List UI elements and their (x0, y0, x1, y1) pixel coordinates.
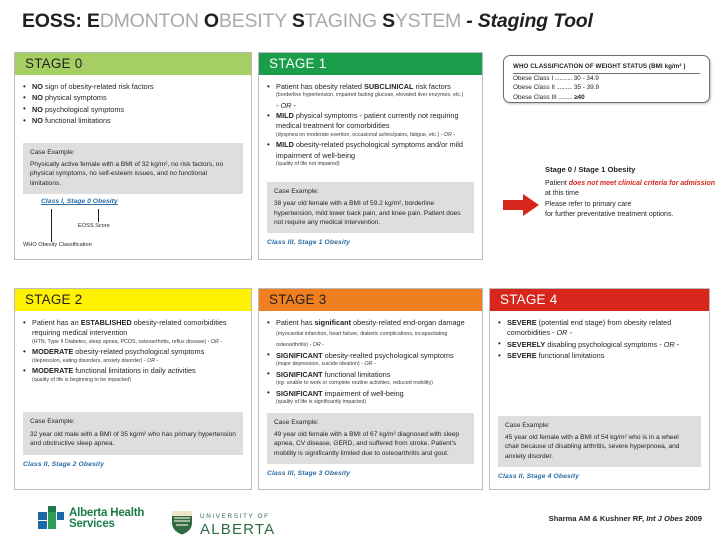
list-item (498, 318, 701, 339)
criterion-text: Patient has obesity related (276, 82, 365, 91)
criterion-keyword: SIGNIFICANT (276, 369, 323, 379)
criterion-keyword: MODERATE (32, 347, 74, 357)
stage-3-classification: Class III, Stage 3 Obesity (267, 470, 351, 478)
case-label: Case Example: (30, 148, 75, 156)
stage-card-2[interactable] (14, 288, 252, 490)
title-seg-1: DMONTON (99, 10, 204, 32)
criterion-keyword: SIGNIFICANT (276, 388, 323, 398)
criterion-text: obesity-related psychological symptoms (73, 347, 205, 357)
stage-2-classification: Class II, Stage 2 Obesity (23, 460, 105, 468)
advisory-line3: for further preventative treatment options. (545, 211, 674, 219)
criterion-detail (276, 361, 474, 369)
list-item (498, 351, 701, 361)
advisory-panel (545, 165, 720, 221)
citation-year: 2009 (682, 514, 702, 523)
criterion-detail: (quality of life is beginning to be impacted) (32, 376, 131, 383)
criterion-keyword: SEVERELY (507, 339, 546, 349)
criterion-text: functional limitations (322, 369, 391, 379)
footer (0, 500, 720, 540)
criterion-keyword: MODERATE (32, 366, 74, 376)
stage-4-criteria-list (498, 318, 701, 362)
eoss-score-label: EOSS Score (78, 223, 110, 230)
criterion-keyword: significant (314, 318, 352, 327)
criterion-keyword: NO (32, 93, 43, 103)
advisory-line1-post: at this time (545, 190, 579, 198)
stage-0-body (15, 75, 251, 256)
criterion-keyword: SUBCLINICAL (364, 82, 414, 91)
stage-0-annotation (23, 198, 243, 252)
case-label: Case Example: (274, 187, 319, 195)
criterion-keyword: MILD (276, 111, 294, 120)
criterion-text: (potential end stage) from obesity related comorbidities (507, 318, 672, 338)
criterion-text: Patient has (276, 318, 315, 327)
who-row-value: ≥40 (574, 93, 585, 101)
list-item (23, 366, 243, 384)
criterion-keyword: NO (32, 82, 43, 91)
criterion-detail: (borderline hypertension, impaired fasting glucose, elevated liver enzymes, etc.) (276, 92, 464, 99)
criterion-detail: (quality of life not impaired) (276, 161, 340, 168)
stage-3-body (259, 311, 482, 481)
stage-2-header: STAGE 2 (15, 289, 251, 311)
or-inline: - OR - (206, 338, 223, 345)
title-seg-3: BESITY (218, 10, 292, 32)
stage-4-case-example (498, 416, 701, 468)
table-row (513, 74, 700, 83)
stage-1-header: STAGE 1 (259, 53, 482, 75)
criterion-detail (32, 358, 243, 366)
case-label: Case Example: (30, 418, 75, 426)
who-row-label: Obese Class II (513, 84, 555, 92)
who-row-dots: .......... (554, 84, 574, 92)
leader-line-eoss (98, 209, 99, 222)
or-inline: - OR - (308, 342, 324, 348)
ua-logo-text (200, 506, 275, 538)
who-row-value: 35 - 39.9 (573, 84, 600, 92)
criterion-text: obesity-realted psychological symptoms (322, 350, 454, 360)
title-seg-8: - Staging Tool (466, 10, 593, 32)
or-inline: - OR - (359, 361, 376, 367)
case-text: 38 year old female with a BMI of 59.2 kg/m², borderline hypertension, mild lower back pain, and knee pain. Patient does not require any medical intervention. (274, 200, 461, 227)
criterion-detail (276, 331, 447, 348)
who-row-label: Obese Class III (513, 93, 557, 101)
citation-journal: Int J Obes (646, 514, 683, 523)
criterion-text: functional limitations (42, 116, 111, 126)
stage-0-header: STAGE 0 (15, 53, 251, 75)
stage-1-classification: Class III, Stage 1 Obesity (267, 239, 351, 247)
leader-line-who (51, 209, 52, 242)
list-item (23, 347, 243, 365)
who-title-bmi: BMI (651, 63, 663, 70)
stage-4-header: STAGE 4 (490, 289, 709, 311)
list-item (23, 93, 243, 103)
who-box-title (513, 63, 700, 74)
criterion-keyword: MILD (276, 140, 294, 150)
page-title (22, 10, 702, 38)
criterion-keyword: SIGNIFICANT (276, 350, 323, 360)
list-item (23, 318, 243, 346)
stage-3-case-example (267, 413, 474, 465)
list-item (498, 340, 701, 350)
who-title-main: WHO CLASSIFICATION OF WEIGHT STATUS ( (513, 63, 652, 70)
criterion-keyword: NO (32, 104, 43, 114)
or-inline: - OR - (142, 357, 159, 364)
criterion-detail-text: (dyspnea on moderate exertion, occasional aches/pains, fatigue, etc.) (276, 131, 440, 138)
citation (549, 514, 702, 523)
list-item (267, 111, 474, 139)
criterion-text: functional limitations in daily activities (73, 366, 196, 376)
criterion-tail: risk factors (413, 82, 451, 91)
criterion-detail-text: (HTN, Type II Diabetes, sleep apnea, PCOS, osteoarthritis, reflux disease) (32, 338, 207, 345)
criterion-detail-text: (major depression, suicide ideation) (276, 361, 360, 367)
who-row-label: Obese Class I (513, 75, 554, 82)
who-row-dots: ........... (553, 75, 574, 82)
list-item (267, 351, 474, 369)
stage-1-case-example (267, 182, 474, 234)
ua-line-2: ALBERTA (200, 521, 276, 538)
criterion-text: disabling psychological symptoms (545, 339, 658, 349)
stage-card-0[interactable] (14, 52, 252, 260)
criterion-detail-text: (myocardial infarction, heart failure, diabetic complications, incapacitating osteoarthritis) (276, 331, 448, 348)
list-item (23, 105, 243, 115)
who-row-value: 30 - 34.9 (573, 75, 599, 82)
or-separator: - OR - (276, 101, 296, 110)
criterion-text: impairment of well-being (322, 388, 404, 398)
case-label: Case Example: (505, 421, 550, 429)
criterion-text: physical symptoms - patient currently not requiring medical treatment for comorbidities (276, 111, 459, 131)
stage-2-case-example (23, 412, 243, 454)
title-seg-2: O (203, 10, 219, 32)
stage-3-header: STAGE 3 (259, 289, 482, 311)
stage-card-1[interactable] (258, 52, 483, 260)
who-title-tail: kg/m² ) (662, 63, 686, 70)
list-item (267, 389, 474, 407)
criterion-text: sign of obesity-related risk factors (42, 82, 154, 91)
citation-authors: Sharma AM & Kushner RF, (548, 514, 647, 523)
stage-card-3[interactable] (258, 288, 483, 490)
criterion-keyword: NO (32, 116, 43, 126)
or-inline: - OR - (657, 339, 680, 349)
ua-line-1: UNIVERSITY OF (200, 513, 270, 520)
criterion-text: functional limitations (536, 351, 605, 361)
or-inline: - OR - (550, 328, 572, 338)
criterion-detail-text: (depression, eating disorders, anxiety disorder) (32, 357, 143, 364)
case-text: Physically active female with a BMI of 32 kg/m², no risk factors, no physical symptoms, no self-esteem issues, and no functional limitations. (30, 161, 224, 187)
criterion-detail: (quality of life is significantly impacted) (276, 399, 367, 405)
criterion-keyword: SEVERE (507, 351, 537, 361)
who-classification-label: WHO Obesity Classification (23, 242, 92, 249)
title-seg-6: S (382, 10, 395, 32)
criterion-text: obesity-related psychological symptoms and/or mild impairment of well-being (276, 140, 463, 160)
criterion-detail: (eg: unable to work or complete routine activities, reduced mobility) (276, 380, 433, 386)
advisory-line1-pre: Patient (545, 180, 569, 187)
stage-4-body (490, 311, 709, 484)
list-item (267, 370, 474, 388)
stage-card-4[interactable] (489, 288, 710, 490)
stage-1-body (259, 75, 482, 250)
title-seg-4: S (291, 10, 305, 32)
stage-0-criteria-list (23, 82, 243, 127)
stage-2-criteria-list (23, 318, 243, 384)
criterion-detail (276, 132, 474, 140)
title-seg-7: YSTEM (394, 10, 467, 32)
case-text: 49 year old female with a BMI of 67 kg/m² diagnosed with sleep apnea, CV disease, GERD, and suffered from stroke. Patient's mobility is significantly limited due to osteoarthritis and gout. (274, 431, 460, 457)
ahs-logo-text (69, 508, 144, 531)
stage-1-criteria-list (267, 82, 474, 100)
advisory-line1-emphasis: does not meet clinical criteria for admission (568, 180, 716, 187)
stage-0-case-example (23, 143, 243, 195)
criterion-keyword: ESTABLISHED (80, 318, 132, 327)
criterion-text: psychological symptoms (42, 104, 125, 114)
list-item (267, 82, 474, 100)
ahs-line-1: Alberta Health (69, 506, 145, 519)
criterion-keyword: SEVERE (507, 318, 537, 327)
criterion-tail: obesity-related comorbidities requiring medical intervention (32, 318, 227, 338)
criterion-text: physical symptoms (42, 93, 107, 103)
list-item (23, 116, 243, 126)
case-label: Case Example: (274, 418, 319, 426)
who-classification-box (503, 55, 710, 103)
criterion-text: Patient has an (32, 318, 81, 327)
stage-0-classification: Class I, Stage 0 Obesity (41, 198, 118, 206)
list-item (267, 318, 474, 350)
ahs-cross-icon (38, 506, 64, 532)
ahs-line-2: Services (69, 518, 115, 530)
stage-1-criteria-list-2 (267, 111, 474, 169)
case-text: 45 year old female with a BMI of 54 kg/m² who is in a wheel chair because of disabling arthritis, severe hyperpnoea, and anxiety disorder. (505, 434, 680, 460)
case-text: 32 year old male with a BMI of 35 kg/m² who has primary hypertension and obstructive sleep apnea. (30, 430, 236, 448)
criterion-tail: obesity-related end-organ damage (351, 318, 465, 327)
who-row-dots: ......... (556, 93, 575, 101)
list-item (23, 82, 243, 92)
table-row (513, 83, 700, 92)
stage-3-criteria-list (267, 318, 474, 407)
list-item (267, 140, 474, 168)
table-row (513, 93, 700, 102)
university-of-alberta-logo (170, 506, 275, 538)
title-seg-5: TAGING (304, 10, 383, 32)
red-arrow-icon (503, 194, 539, 216)
ua-shield-icon (170, 509, 194, 535)
advisory-heading: Stage 0 / Stage 1 Obesity (545, 165, 636, 174)
title-seg-0: EOSS: E (22, 10, 100, 32)
stage-2-body (15, 311, 251, 472)
stage-4-classification: Class II, Stage 4 Obesity (498, 473, 580, 481)
criterion-detail (32, 339, 243, 347)
alberta-health-services-logo (38, 506, 144, 532)
advisory-text (545, 179, 720, 221)
or-inline: - OR - (439, 131, 456, 138)
advisory-line2: Please refer to primary care (545, 200, 632, 208)
